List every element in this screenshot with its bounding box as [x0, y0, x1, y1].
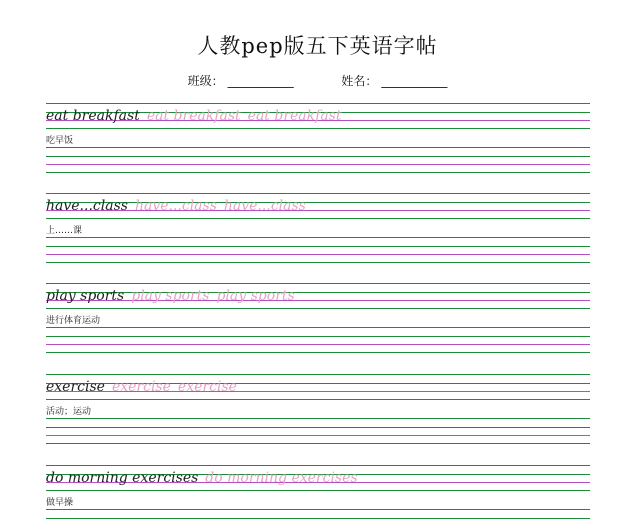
phrase-text: exercise — [46, 379, 105, 395]
guide-line — [46, 418, 590, 419]
guide-line — [46, 308, 590, 309]
name-field — [341, 72, 447, 89]
guide-line — [46, 518, 590, 519]
guide-line — [46, 490, 590, 491]
guide-line — [46, 374, 590, 375]
guide-line — [46, 336, 590, 337]
guide-line — [46, 237, 590, 238]
guide-line — [46, 427, 590, 428]
trace-text: play sports — [216, 288, 295, 304]
practice-block-exercise — [46, 374, 590, 446]
guide-line — [46, 465, 590, 466]
guide-line — [46, 128, 590, 129]
practice-block-do-morning-exercises — [46, 465, 590, 520]
guide-line — [46, 193, 590, 194]
guide-line — [46, 172, 590, 173]
guide-line — [46, 509, 590, 510]
chinese-meaning: 做早操 — [46, 498, 74, 508]
practice-block-eat-breakfast — [46, 103, 590, 175]
name-blank[interactable]: ___________ — [381, 74, 448, 88]
phrase-text: do morning exercises — [46, 470, 199, 486]
practice-block-have-class — [46, 193, 590, 265]
guide-line — [46, 443, 590, 444]
trace-text: eat breakfast — [247, 108, 342, 124]
phrase-row — [46, 470, 358, 486]
phrase-row — [46, 288, 295, 304]
chinese-meaning: 上……课 — [46, 226, 83, 236]
class-blank[interactable]: ___________ — [227, 74, 294, 88]
guide-line — [46, 327, 590, 328]
phrase-row — [46, 198, 306, 214]
phrase-row — [46, 108, 341, 124]
chinese-meaning: 吃早饭 — [46, 136, 74, 146]
chinese-meaning: 活动；运动 — [46, 407, 92, 417]
page-title: 人教pep版五下英语字帖 — [197, 34, 438, 58]
student-info-row — [0, 72, 635, 89]
guide-line — [46, 399, 590, 400]
class-label: 班级： — [187, 74, 224, 88]
trace-text: exercise — [177, 379, 237, 395]
guide-line — [46, 254, 590, 255]
trace-text: have...class — [223, 198, 306, 214]
trace-text: do morning exercises — [205, 470, 358, 486]
guide-line — [46, 156, 590, 157]
guide-line — [46, 246, 590, 247]
class-field — [188, 72, 294, 89]
guide-line — [46, 344, 590, 345]
guide-line — [46, 262, 590, 263]
phrase-text: play sports — [46, 288, 125, 304]
phrase-text: eat breakfast — [46, 108, 140, 124]
trace-text: exercise — [111, 379, 171, 395]
practice-block-play-sports — [46, 283, 590, 355]
chinese-meaning: 进行体育运动 — [46, 316, 101, 326]
trace-text: have...class — [134, 198, 217, 214]
guide-line — [46, 147, 590, 148]
phrase-text: have...class — [46, 198, 128, 214]
guide-line — [46, 218, 590, 219]
guide-line — [46, 352, 590, 353]
guide-line — [46, 164, 590, 165]
name-label: 姓名： — [341, 74, 378, 88]
guide-line — [46, 283, 590, 284]
trace-text: play sports — [131, 288, 210, 304]
guide-line — [46, 435, 590, 436]
phrase-row — [46, 379, 237, 395]
guide-line — [46, 103, 590, 104]
trace-text: eat breakfast — [146, 108, 241, 124]
